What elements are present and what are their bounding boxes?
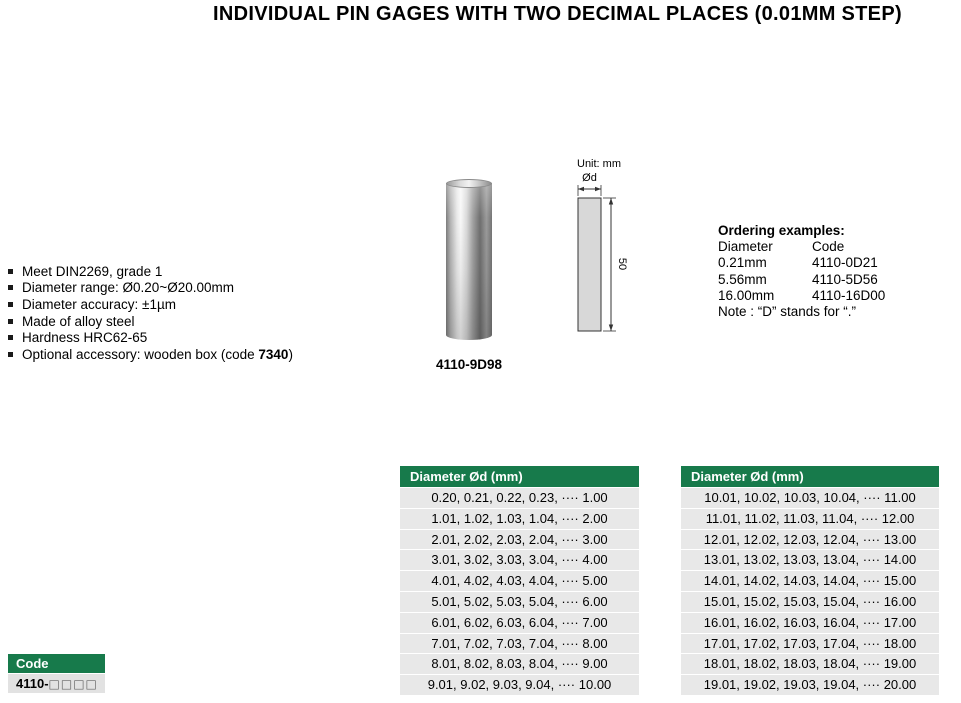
code-block bbox=[8, 654, 105, 693]
table-row: 6.01, 6.02, 6.03, 6.04, ···· 7.00 bbox=[400, 613, 639, 633]
drawing-diameter-label: Ød bbox=[582, 172, 597, 184]
arrowhead-down-icon bbox=[609, 325, 613, 332]
drawing-length-label: 50 bbox=[616, 257, 628, 271]
arrowhead-right-icon bbox=[595, 187, 601, 191]
ordering-row bbox=[718, 255, 885, 271]
diameter-table-right bbox=[681, 466, 939, 695]
ordering-code: 4110-16D00 bbox=[812, 287, 886, 303]
table-row: 0.20, 0.21, 0.22, 0.23, ···· 1.00 bbox=[400, 488, 639, 508]
table-row: 2.01, 2.02, 2.03, 2.04, ···· 3.00 bbox=[400, 530, 639, 550]
product-model-label: 4110-9D98 bbox=[435, 357, 503, 372]
table-row: 8.01, 8.02, 8.03, 8.04, ···· 9.00 bbox=[400, 654, 639, 674]
ordering-header-row bbox=[718, 239, 885, 255]
table-row: 17.01, 17.02, 17.03, 17.04, ···· 18.00 bbox=[681, 634, 939, 654]
feature-item bbox=[8, 280, 293, 297]
table-row: 12.01, 12.02, 12.03, 12.04, ···· 13.00 bbox=[681, 530, 939, 550]
feature-text-bold: 7340 bbox=[258, 346, 289, 362]
table-row: 4.01, 4.02, 4.03, 4.04, ···· 5.00 bbox=[400, 571, 639, 591]
pin-top-face bbox=[446, 179, 492, 188]
feature-text bbox=[22, 347, 293, 362]
table-row: 5.01, 5.02, 5.03, 5.04, ···· 6.00 bbox=[400, 592, 639, 612]
table-row: 18.01, 18.02, 18.03, 18.04, ···· 19.00 bbox=[681, 654, 939, 674]
table-row: 19.01, 19.02, 19.03, 19.04, ···· 20.00 bbox=[681, 675, 939, 695]
bullet-icon bbox=[8, 352, 13, 357]
bullet-icon bbox=[8, 302, 13, 307]
ordering-code: 4110-5D56 bbox=[812, 271, 878, 287]
table-row: 11.01, 11.02, 11.03, 11.04, ···· 12.00 bbox=[681, 509, 939, 529]
feature-text: Diameter range: Ø0.20~Ø20.00mm bbox=[22, 280, 234, 296]
drawing-pin-outline bbox=[578, 198, 601, 331]
bullet-icon bbox=[8, 319, 13, 324]
feature-item bbox=[8, 263, 293, 280]
code-header: Code bbox=[8, 654, 105, 673]
bullet-icon bbox=[8, 285, 13, 290]
feature-text-part: ) bbox=[288, 346, 293, 362]
table-header: Diameter Ød (mm) bbox=[681, 466, 939, 487]
ordering-heading: Ordering examples: bbox=[718, 223, 845, 238]
table-row: 10.01, 10.02, 10.03, 10.04, ···· 11.00 bbox=[681, 488, 939, 508]
ordering-examples bbox=[718, 223, 885, 320]
feature-item bbox=[8, 313, 293, 330]
table-header: Diameter Ød (mm) bbox=[400, 466, 639, 487]
table-row: 14.01, 14.02, 14.03, 14.04, ···· 15.00 bbox=[681, 571, 939, 591]
ordering-diameter: 0.21mm bbox=[718, 255, 767, 271]
table-row: 15.01, 15.02, 15.03, 15.04, ···· 16.00 bbox=[681, 592, 939, 612]
table-row: 9.01, 9.02, 9.03, 9.04, ···· 10.00 bbox=[400, 675, 639, 695]
feature-text: Diameter accuracy: ±1µm bbox=[22, 296, 176, 312]
ordering-code: 4110-0D21 bbox=[812, 255, 878, 271]
bullet-icon bbox=[8, 335, 13, 340]
code-prefix: 4110- bbox=[16, 676, 49, 691]
ordering-note: Note : “D” stands for “.” bbox=[718, 304, 857, 320]
bullet-icon bbox=[8, 269, 13, 274]
feature-item bbox=[8, 329, 293, 346]
feature-text-part: Optional accessory: wooden box (code bbox=[22, 346, 259, 362]
table-row: 7.01, 7.02, 7.03, 7.04, ···· 8.00 bbox=[400, 634, 639, 654]
table-row: 3.01, 3.02, 3.03, 3.04, ···· 4.00 bbox=[400, 550, 639, 570]
arrowhead-left-icon bbox=[578, 187, 584, 191]
ordering-col-code: Code bbox=[812, 239, 845, 255]
unit-label: Unit: mm bbox=[577, 158, 621, 170]
pin-body bbox=[446, 183, 492, 340]
ordering-row bbox=[718, 272, 885, 288]
code-placeholder-squares: □□□□ bbox=[48, 677, 98, 691]
ordering-diameter: 16.00mm bbox=[718, 287, 775, 303]
technical-drawing bbox=[560, 170, 640, 342]
feature-text: Made of alloy steel bbox=[22, 313, 135, 329]
table-row: 16.01, 16.02, 16.03, 16.04, ···· 17.00 bbox=[681, 613, 939, 633]
feature-list bbox=[8, 263, 293, 363]
ordering-col-diameter: Diameter bbox=[718, 239, 773, 255]
pin-gage-photo bbox=[446, 179, 492, 340]
diameter-table-left bbox=[400, 466, 639, 695]
feature-item bbox=[8, 346, 293, 363]
table-row: 13.01, 13.02, 13.03, 13.04, ···· 14.00 bbox=[681, 550, 939, 570]
feature-item bbox=[8, 296, 293, 313]
ordering-row bbox=[718, 288, 885, 304]
arrowhead-up-icon bbox=[609, 198, 613, 205]
feature-text: Meet DIN2269, grade 1 bbox=[22, 263, 163, 279]
feature-text: Hardness HRC62-65 bbox=[22, 330, 148, 346]
table-row: 1.01, 1.02, 1.03, 1.04, ···· 2.00 bbox=[400, 509, 639, 529]
page-title: INDIVIDUAL PIN GAGES WITH TWO DECIMAL PLACES (0.01MM STEP) bbox=[213, 3, 902, 25]
ordering-diameter: 5.56mm bbox=[718, 271, 767, 287]
code-value bbox=[8, 674, 105, 693]
